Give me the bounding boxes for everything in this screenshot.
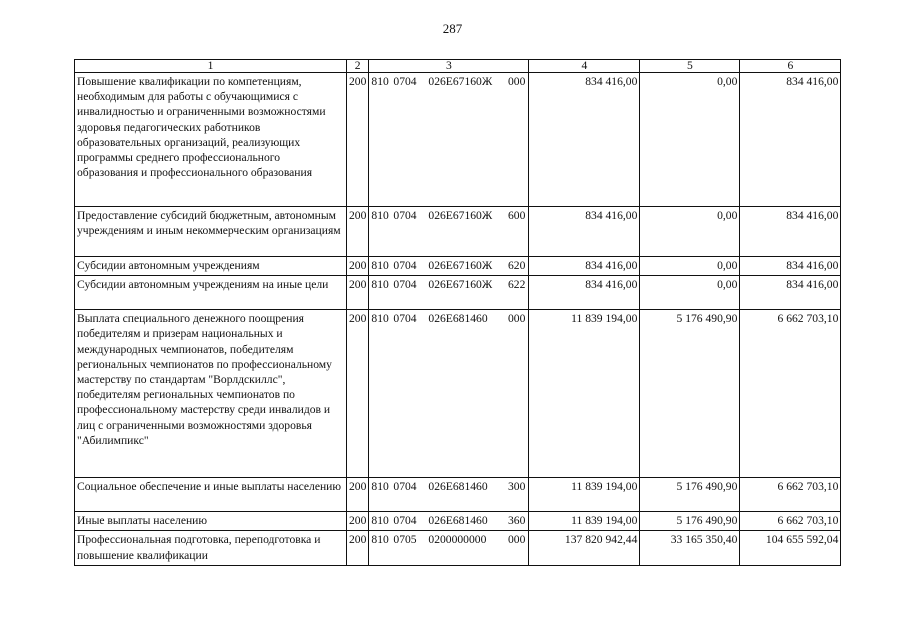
row-value-4: 834 416,00 (529, 276, 640, 310)
row-grbs: 200 (347, 73, 369, 207)
budget-table (74, 59, 841, 566)
code-target-article: 0200000000 (428, 533, 487, 547)
row-name: Профессиональная подготовка, переподготовка и повышение квалификации (75, 531, 347, 565)
row-name: Субсидии автономным учреждениям на иные цели (75, 276, 347, 310)
row-name: Повышение квалификации по компетенциям, необходимым для работы с обучающимися с инвалидностью и ограниченными возможностями здоровья педагогических работников образовательных организаций, реализующих программы среднего профессионального образования и профессионального образования (75, 73, 347, 207)
code-ministry: 810 (371, 312, 389, 326)
row-value-6: 6 662 703,10 (740, 512, 841, 531)
row-grbs: 200 (347, 276, 369, 310)
row-value-4: 834 416,00 (529, 257, 640, 276)
code-target-article: 026Е681460 (428, 312, 488, 326)
code-section: 0704 (393, 480, 417, 494)
row-name: Субсидии автономным учреждениям (75, 257, 347, 276)
row-value-5: 0,00 (640, 276, 740, 310)
column-header-3: 3 (369, 60, 529, 73)
code-section: 0705 (393, 533, 417, 547)
row-value-4: 834 416,00 (529, 207, 640, 257)
row-grbs: 200 (347, 257, 369, 276)
code-target-article: 026Е67160Ж (428, 278, 493, 292)
code-ministry: 810 (371, 533, 389, 547)
row-name: Социальное обеспечение и иные выплаты населению (75, 478, 347, 512)
code-ministry: 810 (371, 259, 389, 272)
row-grbs: 200 (347, 310, 369, 478)
table-row (75, 207, 841, 257)
row-budget-code (369, 207, 529, 257)
table-header-row (75, 60, 841, 73)
code-expense-type: 620 (508, 259, 526, 272)
row-value-6: 834 416,00 (740, 207, 841, 257)
column-header-1: 1 (75, 60, 347, 73)
code-expense-type: 000 (508, 75, 526, 88)
row-name: Выплата специального денежного поощрения победителям и призерам национальных и международных чемпионатов, победителям региональных чемпионатов по профессиональному мастерству по стандартам "Ворлдскиллс", победителям региональных чемпионатов по профессиональному мастерству среди инвалидов и лиц с ограниченными возможностями здоровья "Абилимпикс" (75, 310, 347, 478)
code-section: 0704 (393, 209, 417, 222)
column-header-6: 6 (740, 60, 841, 73)
row-budget-code (369, 478, 529, 512)
row-name: Иные выплаты населению (75, 512, 347, 531)
code-target-article: 026Е681460 (428, 514, 488, 528)
row-value-5: 5 176 490,90 (640, 310, 740, 478)
row-value-5: 5 176 490,90 (640, 512, 740, 531)
table-row (75, 531, 841, 565)
code-expense-type: 000 (508, 312, 526, 326)
row-value-6: 104 655 592,04 (740, 531, 841, 565)
row-grbs: 200 (347, 207, 369, 257)
code-section: 0704 (393, 259, 417, 272)
table-row (75, 478, 841, 512)
code-expense-type: 360 (508, 514, 526, 528)
row-value-4: 11 839 194,00 (529, 512, 640, 531)
table-row (75, 276, 841, 310)
table-row (75, 257, 841, 276)
code-target-article: 026Е67160Ж (428, 75, 493, 88)
code-section: 0704 (393, 312, 417, 326)
page-number: 287 (442, 21, 463, 36)
row-value-6: 834 416,00 (740, 257, 841, 276)
row-grbs: 200 (347, 531, 369, 565)
table-row (75, 310, 841, 478)
row-budget-code (369, 512, 529, 531)
code-section: 0704 (393, 278, 417, 292)
column-header-2: 2 (347, 60, 369, 73)
row-value-6: 834 416,00 (740, 73, 841, 207)
row-budget-code (369, 276, 529, 310)
row-value-5: 0,00 (640, 207, 740, 257)
code-section: 0704 (393, 75, 417, 88)
row-value-5: 0,00 (640, 73, 740, 207)
row-value-4: 11 839 194,00 (529, 310, 640, 478)
code-expense-type: 300 (508, 480, 526, 494)
code-ministry: 810 (371, 75, 389, 88)
row-value-5: 5 176 490,90 (640, 478, 740, 512)
row-budget-code (369, 531, 529, 565)
code-target-article: 026Е681460 (428, 480, 488, 494)
row-value-6: 6 662 703,10 (740, 478, 841, 512)
column-header-5: 5 (640, 60, 740, 73)
row-value-4: 137 820 942,44 (529, 531, 640, 565)
row-grbs: 200 (347, 512, 369, 531)
code-target-article: 026Е67160Ж (428, 259, 493, 272)
row-budget-code (369, 257, 529, 276)
code-ministry: 810 (371, 209, 389, 222)
row-value-4: 834 416,00 (529, 73, 640, 207)
row-value-5: 33 165 350,40 (640, 531, 740, 565)
row-value-4: 11 839 194,00 (529, 478, 640, 512)
code-target-article: 026Е67160Ж (428, 209, 493, 222)
column-header-4: 4 (529, 60, 640, 73)
code-ministry: 810 (371, 514, 389, 528)
code-expense-type: 622 (508, 278, 526, 292)
row-name: Предоставление субсидий бюджетным, автономным учреждениям и иным некоммерческим организациям (75, 207, 347, 257)
row-budget-code (369, 73, 529, 207)
table-row (75, 512, 841, 531)
code-ministry: 810 (371, 480, 389, 494)
code-section: 0704 (393, 514, 417, 528)
row-grbs: 200 (347, 478, 369, 512)
row-value-6: 6 662 703,10 (740, 310, 841, 478)
code-expense-type: 600 (508, 209, 526, 222)
row-value-5: 0,00 (640, 257, 740, 276)
row-value-6: 834 416,00 (740, 276, 841, 310)
code-expense-type: 000 (508, 533, 526, 547)
row-budget-code (369, 310, 529, 478)
code-ministry: 810 (371, 278, 389, 292)
table-row (75, 73, 841, 207)
